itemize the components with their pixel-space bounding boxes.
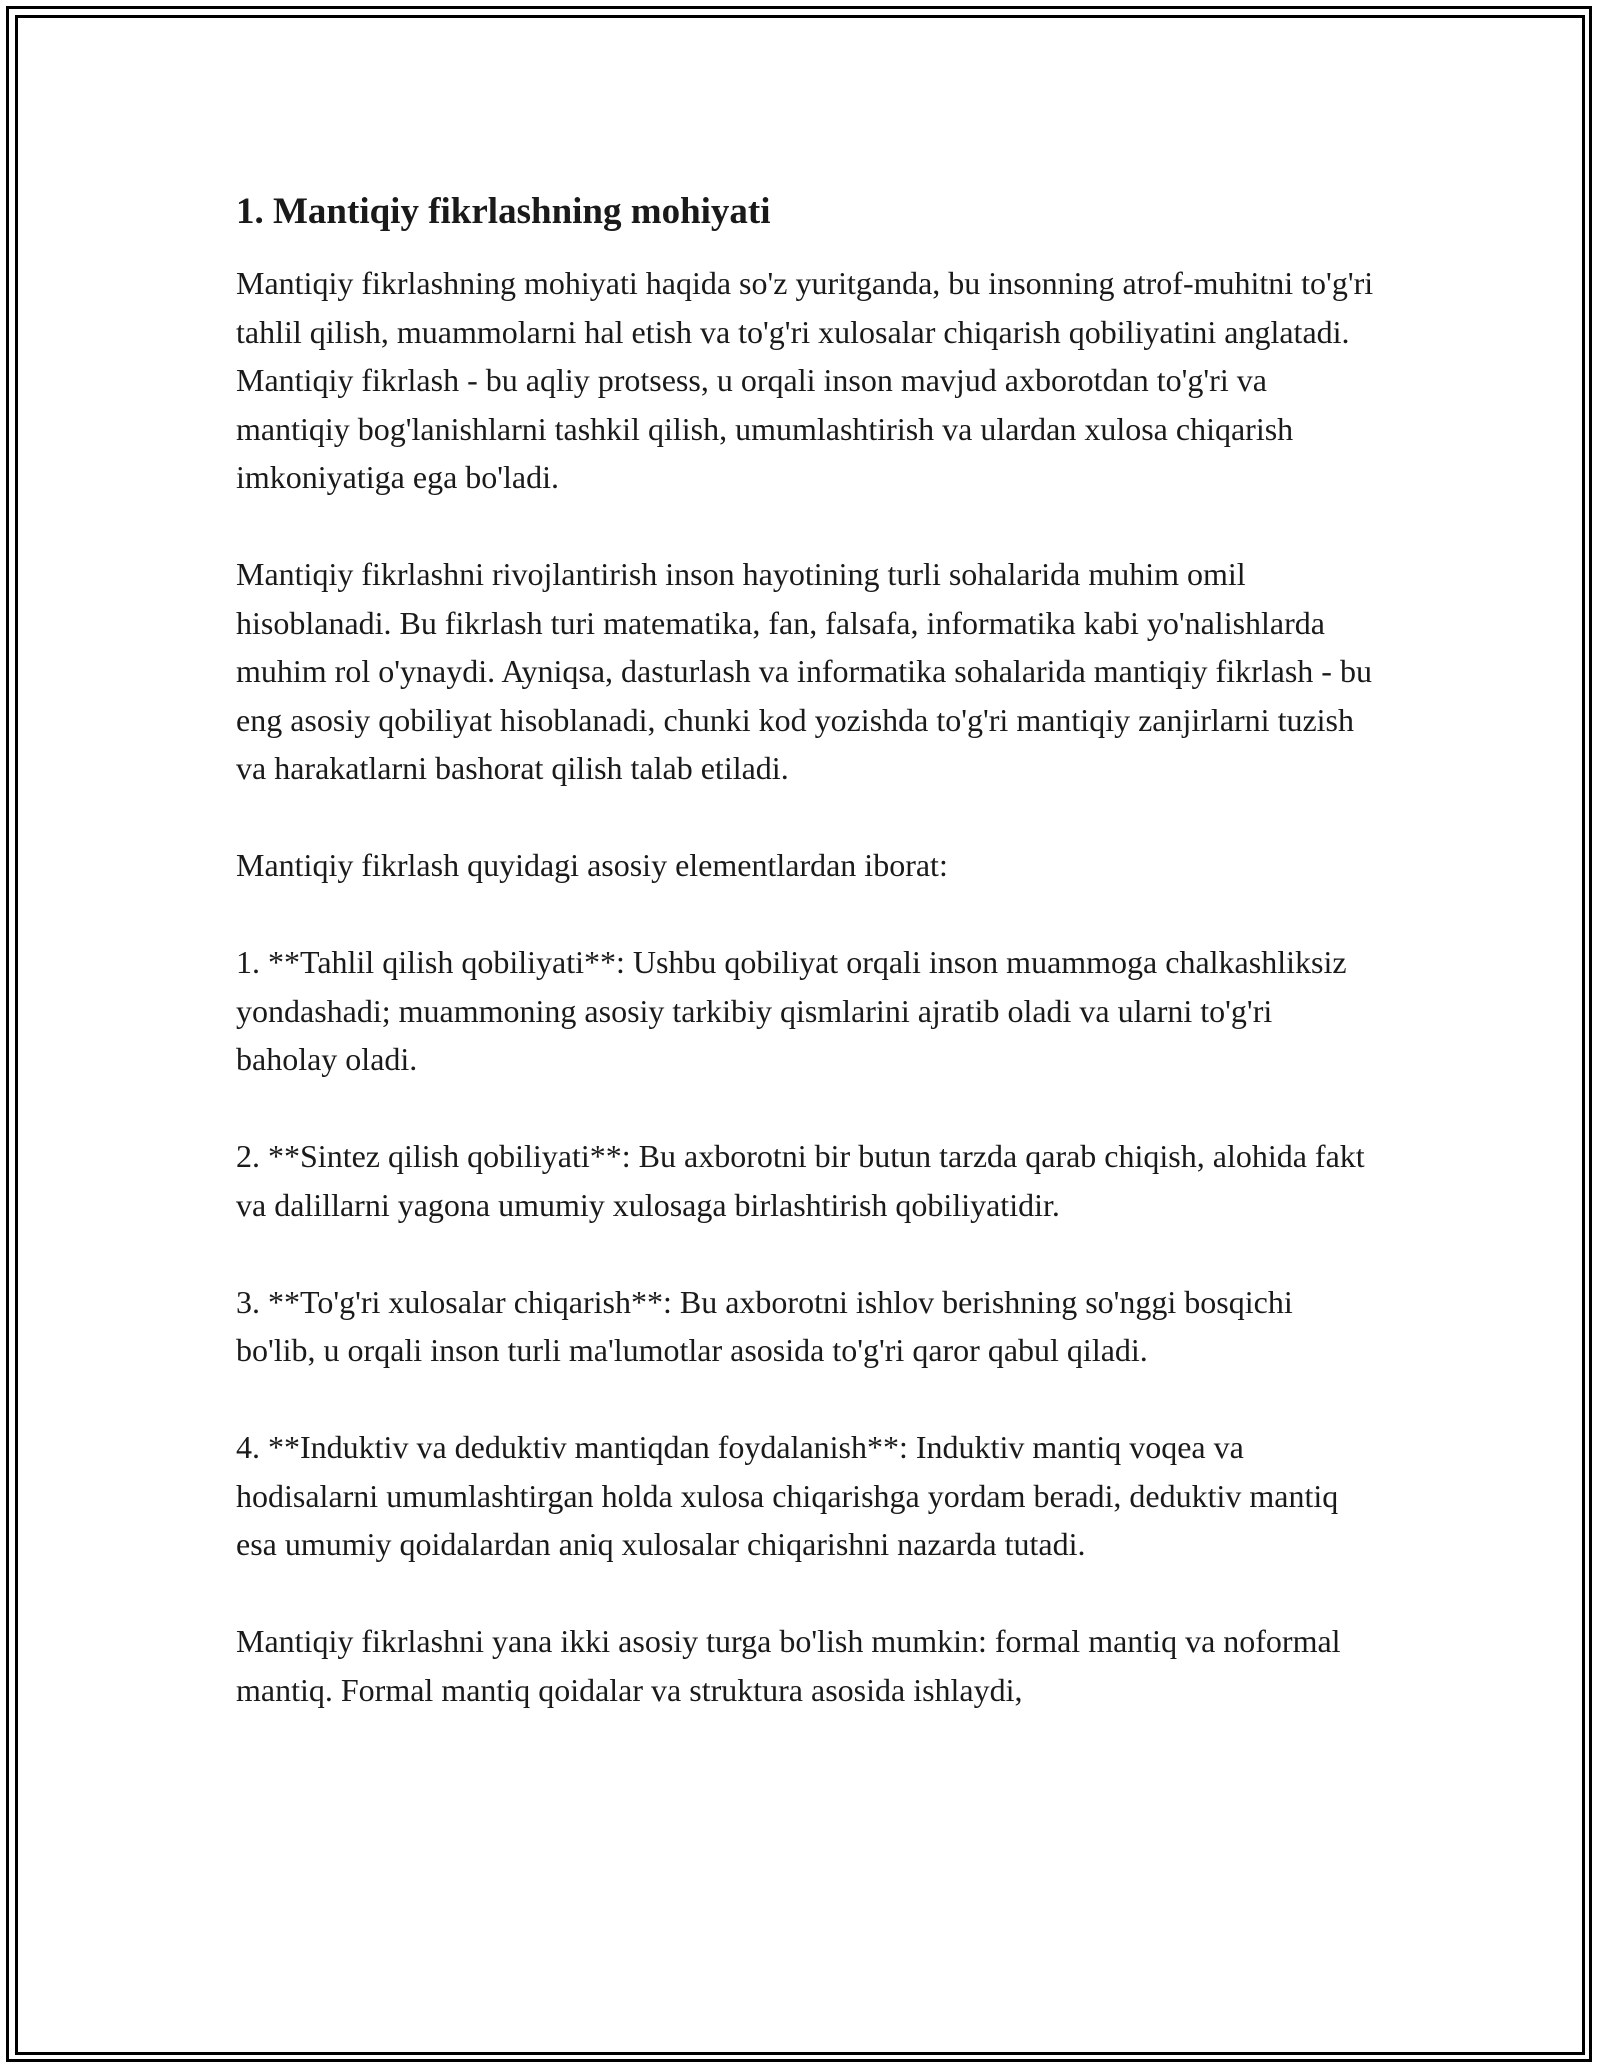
paragraph-elements-lead: Mantiqiy fikrlash quyidagi asosiy elementlardan iborat:: [236, 847, 948, 883]
list-item-inductive-deductive: 4. **Induktiv va deduktiv mantiqdan foydalanish**: Induktiv mantiq voqea va hodisalarni umumlashtirgan holda xulosa chiqarishga yordam beradi, deduktiv mantiq esa umumiy qoidalardan aniq xulosalar chiqarishni nazarda tutadi.: [236, 1429, 1339, 1562]
paragraph-intro: Mantiqiy fikrlashning mohiyati haqida so'z yuritganda, bu insonning atrof-muhitni to'g'ri tahlil qilish, muammolarni hal etish va to'g'ri xulosalar chiqarish qobiliyatini anglatadi. Mantiqiy fikrlash - bu aqliy protsess, u orqali inson mavjud axborotdan to'g'ri va mantiqiy bog'lanishlarni tashkil qilish, umumlashtirish va ulardan xulosa chiqarish imkoniyatiga ega bo'ladi.: [236, 265, 1374, 495]
list-item-conclusions: 3. **To'g'ri xulosalar chiqarish**: Bu axborotni ishlov berishning so'nggi bosqichi bo'lib, u orqali inson turli ma'lumotlar asosida to'g'ri qaror qabul qiladi.: [236, 1283, 1293, 1368]
paragraph-formal-informal: Mantiqiy fikrlashni yana ikki asosiy turga bo'lish mumkin: formal mantiq va noformal mantiq. Formal mantiq qoidalar va struktura asosida ishlaydi,: [236, 1623, 1341, 1708]
paragraph-development: Mantiqiy fikrlashni rivojlantirish inson hayotining turli sohalarida muhim omil hisoblanadi. Bu fikrlash turi matematika, fan, falsafa, informatika kabi yo'nalishlarda muhim rol o'ynaydi. Ayniqsa, dasturlash va informatika sohalarida mantiqiy fikrlash - bu eng asosiy qobiliyat hisoblanadi, chunki kod yozishda to'g'ri mantiqiy zanjirlarni tuzish va harakatlarni bashorat qilish talab etiladi.: [236, 556, 1372, 786]
list-item-synthesis: 2. **Sintez qilish qobiliyati**: Bu axborotni bir butun tarzda qarab chiqish, alohida fakt va dalillarni yagona umumiy xulosaga birlashtirish qobiliyatidir.: [236, 1138, 1365, 1223]
list-item-analysis: 1. **Tahlil qilish qobiliyati**: Ushbu qobiliyat orqali inson muammoga chalkashliksiz yondashadi; muammoning asosiy tarkibiy qismlarini ajratib oladi va ularni to'g'ri baholay oladi.: [236, 944, 1347, 1077]
document-body: [236, 185, 1376, 1763]
section-heading: 1. Mantiqiy fikrlashning mohiyati: [236, 191, 771, 232]
